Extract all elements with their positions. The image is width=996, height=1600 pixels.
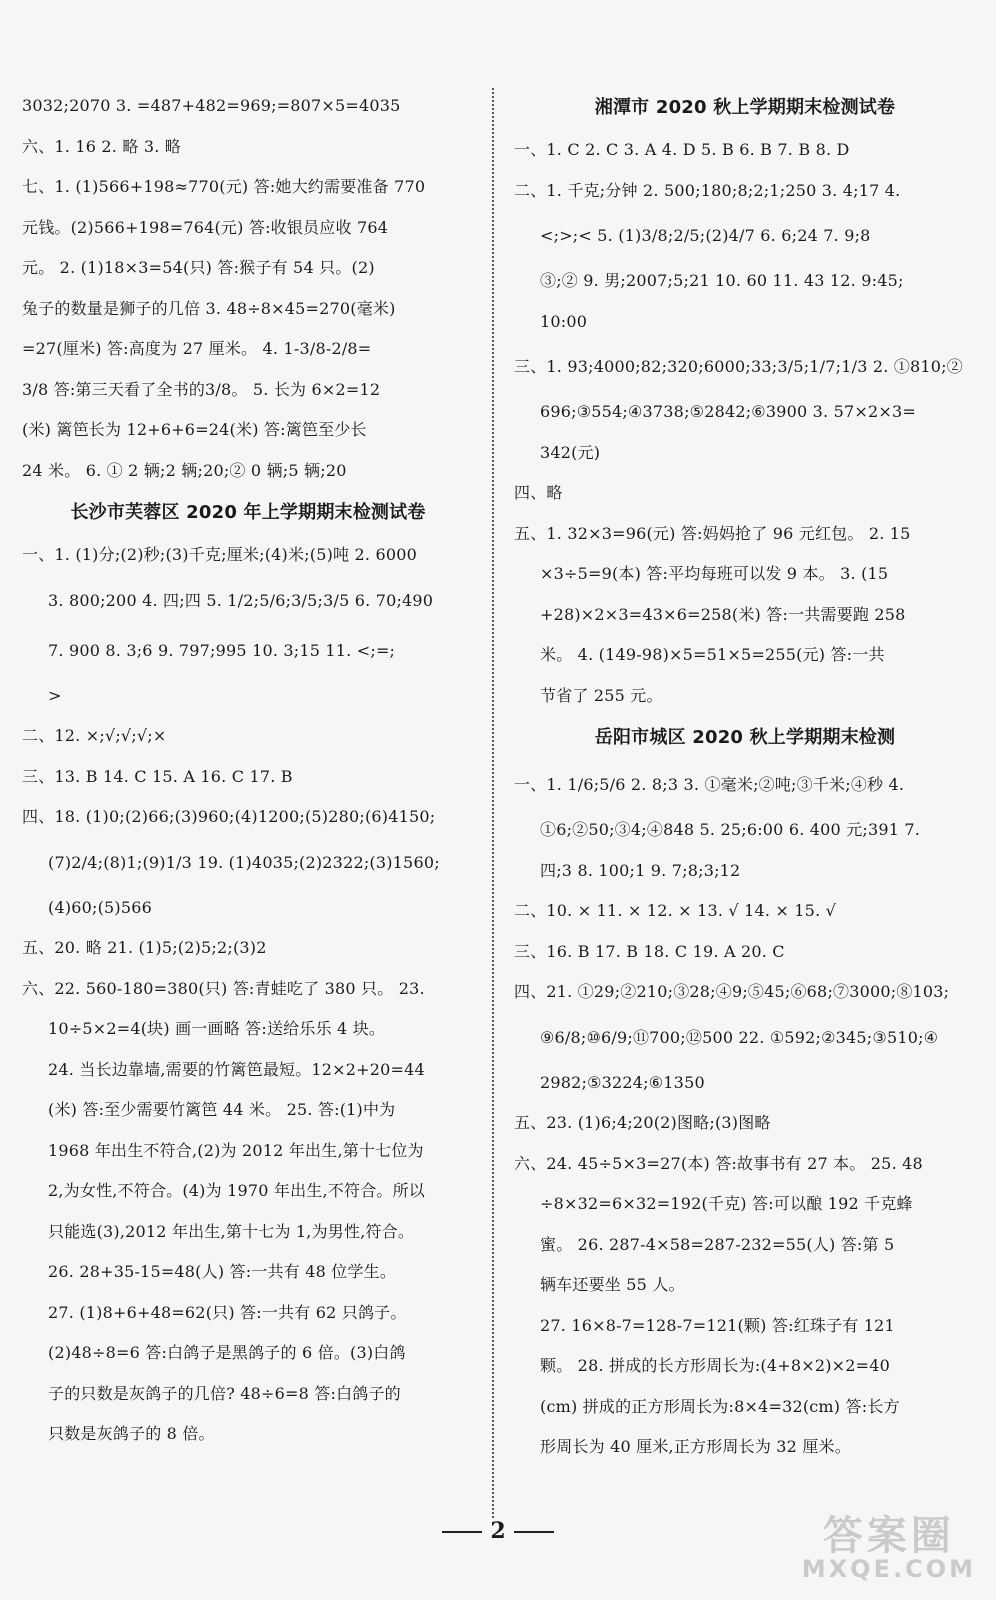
answer-line: 蜜。 26. 287-4×58=287-232=55(人) 答:第 5: [540, 1234, 895, 1254]
answer-line: 3/8 答:第三天看了全书的3/8。 5. 长为 6×2=12: [22, 379, 381, 399]
answer-line: 二、10. × 11. × 12. × 13. √ 14. × 15. √: [514, 901, 837, 920]
answer-line: 四、略: [514, 483, 563, 502]
watermark-top: 答案圈: [822, 1512, 955, 1559]
answer-line: 五、23. (1)6;4;20(2)图略;(3)图略: [514, 1113, 771, 1132]
answer-line: 一、1. C 2. C 3. A 4. D 5. B 6. B 7. B 8. D: [514, 140, 850, 159]
answer-line: 24 米。 6. ① 2 辆;2 辆;20;② 0 辆;5 辆;20: [22, 460, 347, 480]
answer-line: 六、22. 560-180=380(只) 答:青蛙吃了 380 只。 23.: [22, 978, 425, 998]
left-column: [22, 86, 474, 1455]
answer-line: 形周长为 40 厘米,正方形周长为 32 厘米。: [540, 1437, 851, 1456]
page-number-dash-right: [514, 1531, 554, 1533]
answer-line: 三、1. 93;4000;82;320;6000;33;3/5;1/7;1/3 2. ①810;②: [514, 357, 963, 376]
answer-line: 辆车还要坐 55 人。: [540, 1275, 685, 1294]
answer-line: ×3÷5=9(本) 答:平均每班可以发 9 本。 3. (15: [540, 564, 889, 583]
answer-line: 二、12. ×;√;√;√;×: [22, 726, 167, 745]
answer-line: 七、1. (1)566+198≈770(元) 答:她大约需要准备 770: [22, 177, 426, 196]
watermark-logo: [801, 1512, 976, 1583]
answer-line: 26. 28+35-15=48(人) 答:一共有 48 位学生。: [48, 1262, 397, 1281]
answer-line: 三、16. B 17. B 18. C 19. A 20. C: [514, 941, 785, 961]
page-number-dash-left: [442, 1531, 482, 1533]
answer-line: 五、1. 32×3=96(元) 答:妈妈抢了 96 元红包。 2. 15: [514, 523, 911, 543]
section-heading: 岳阳市城区 2020 秋上学期期末检测: [594, 727, 896, 748]
answer-line: =27(厘米) 答:高度为 27 厘米。 4. 1-3/8-2/8=: [22, 339, 372, 358]
answer-line: 三、13. B 14. C 15. A 16. C 17. B: [22, 766, 293, 786]
answer-line: 2,为女性,不符合。(4)为 1970 年出生,不符合。所以: [48, 1181, 425, 1200]
answer-line: (米) 篱笆长为 12+6+6=24(米) 答:篱笆至少长: [22, 420, 367, 439]
answer-line: 3032;2070 3. =487+482=969;=807×5=4035: [22, 96, 401, 115]
answer-line: ①6;②50;③4;④848 5. 25;6:00 6. 400 元;391 7.: [540, 820, 921, 839]
answer-line: 元。 2. (1)18×3=54(只) 答:猴子有 54 只。(2): [22, 258, 375, 277]
answer-line: 二、1. 千克;分钟 2. 500;180;8;2;1;250 3. 4;17 4.: [514, 180, 901, 200]
answer-line: 27. (1)8+6+48=62(只) 答:一共有 62 只鸽子。: [48, 1302, 407, 1322]
answer-line: 10÷5×2=4(块) 画一画略 答:送给乐乐 4 块。: [48, 1019, 386, 1038]
answer-line: 7. 900 8. 3;6 9. 797;995 10. 3;15 11. <;=;: [48, 640, 396, 660]
answer-line: (4)60;(5)566: [48, 897, 153, 917]
answer-line: (7)2/4;(8)1;(9)1/3 19. (1)4035;(2)2322;(3)1560;: [48, 852, 440, 872]
answer-line: 342(元): [540, 442, 601, 462]
answer-line: 颗。 28. 拼成的长方形周长为:(4+8×2)×2=40: [540, 1356, 890, 1375]
right-column: [514, 86, 976, 1468]
answer-line: 27. 16×8-7=128-7=121(颗) 答:红珠子有 121: [540, 1315, 895, 1335]
answer-line: (米) 答:至少需要竹篱笆 44 米。 25. 答:(1)中为: [48, 1100, 396, 1119]
answer-line: 3. 800;200 4. 四;四 5. 1/2;5/6;3/5;3/5 6. 70;490: [48, 590, 434, 610]
answer-line: 一、1. (1)分;(2)秒;(3)千克;厘米;(4)米;(5)吨 2. 6000: [22, 545, 417, 564]
watermark-bottom: MXQE.COM: [801, 1554, 976, 1583]
section-heading: 湘潭市 2020 秋上学期期末检测试卷: [594, 97, 896, 118]
answer-line: >: [48, 685, 62, 705]
answer-line: 四;3 8. 100;1 9. 7;8;3;12: [540, 860, 741, 880]
answer-line: 六、24. 45÷5×3=27(本) 答:故事书有 27 本。 25. 48: [514, 1153, 923, 1173]
answer-line: 四、21. ①29;②210;③28;④9;⑤45;⑥68;⑦3000;⑧103;: [514, 982, 950, 1001]
answer-line: ③;② 9. 男;2007;5;21 10. 60 11. 43 12. 9:45;: [540, 271, 904, 290]
answer-line: 24. 当长边靠墙,需要的竹篱笆最短。12×2+20=44: [48, 1059, 425, 1079]
answer-line: 米。 4. (149-98)×5=51×5=255(元) 答:一共: [540, 645, 885, 664]
answer-line: (cm) 拼成的正方形周长为:8×4=32(cm) 答:长方: [540, 1396, 900, 1416]
answer-line: 五、20. 略 21. (1)5;(2)5;2;(3)2: [22, 938, 267, 957]
answer-line: 1968 年出生不符合,(2)为 2012 年出生,第十七位为: [48, 1140, 424, 1160]
column-divider: [492, 88, 494, 1518]
answer-line: <;>;< 5. (1)3/8;2/5;(2)4/7 6. 6;24 7. 9;8: [540, 226, 871, 245]
answer-line: 10:00: [540, 311, 588, 331]
answer-line: +28)×2×3=43×6=258(米) 答:一共需要跑 258: [540, 604, 906, 624]
answer-line: ⑨6/8;⑩6/9;⑪700;⑫500 22. ①592;②345;③510;④: [540, 1027, 939, 1047]
answer-line: 兔子的数量是狮子的几倍 3. 48÷8×45=270(毫米): [22, 298, 396, 318]
answer-line: ÷8×32=6×32=192(千克) 答:可以酿 192 千克蜂: [540, 1194, 913, 1213]
answer-line: 只数是灰鸽子的 8 倍。: [48, 1424, 215, 1443]
answer-line: 只能选(3),2012 年出生,第十七为 1,为男性,符合。: [48, 1221, 415, 1241]
answer-line: 子的只数是灰鸽子的几倍? 48÷6=8 答:白鸽子的: [48, 1383, 401, 1403]
answer-line: 元钱。(2)566+198=764(元) 答:收银员应收 764: [22, 217, 389, 237]
answer-line: 696;③554;④3738;⑤2842;⑥3900 3. 57×2×3=: [540, 402, 916, 421]
answer-line: 六、1. 16 2. 略 3. 略: [22, 136, 181, 156]
answer-line: 一、1. 1/6;5/6 2. 8;3 3. ①毫米;②吨;③千米;④秒 4.: [514, 775, 905, 794]
answer-line: 四、18. (1)0;(2)66;(3)960;(4)1200;(5)280;(6)4150;: [22, 807, 436, 826]
answer-line: 节省了 255 元。: [540, 685, 663, 705]
page-number-text: 2: [490, 1518, 506, 1544]
answer-line: (2)48÷8=6 答:白鸽子是黑鸽子的 6 倍。(3)白鸽: [48, 1343, 406, 1362]
section-heading: 长沙市芙蓉区 2020 年上学期期末检测试卷: [70, 502, 426, 523]
answer-line: 2982;⑤3224;⑥1350: [540, 1072, 705, 1092]
